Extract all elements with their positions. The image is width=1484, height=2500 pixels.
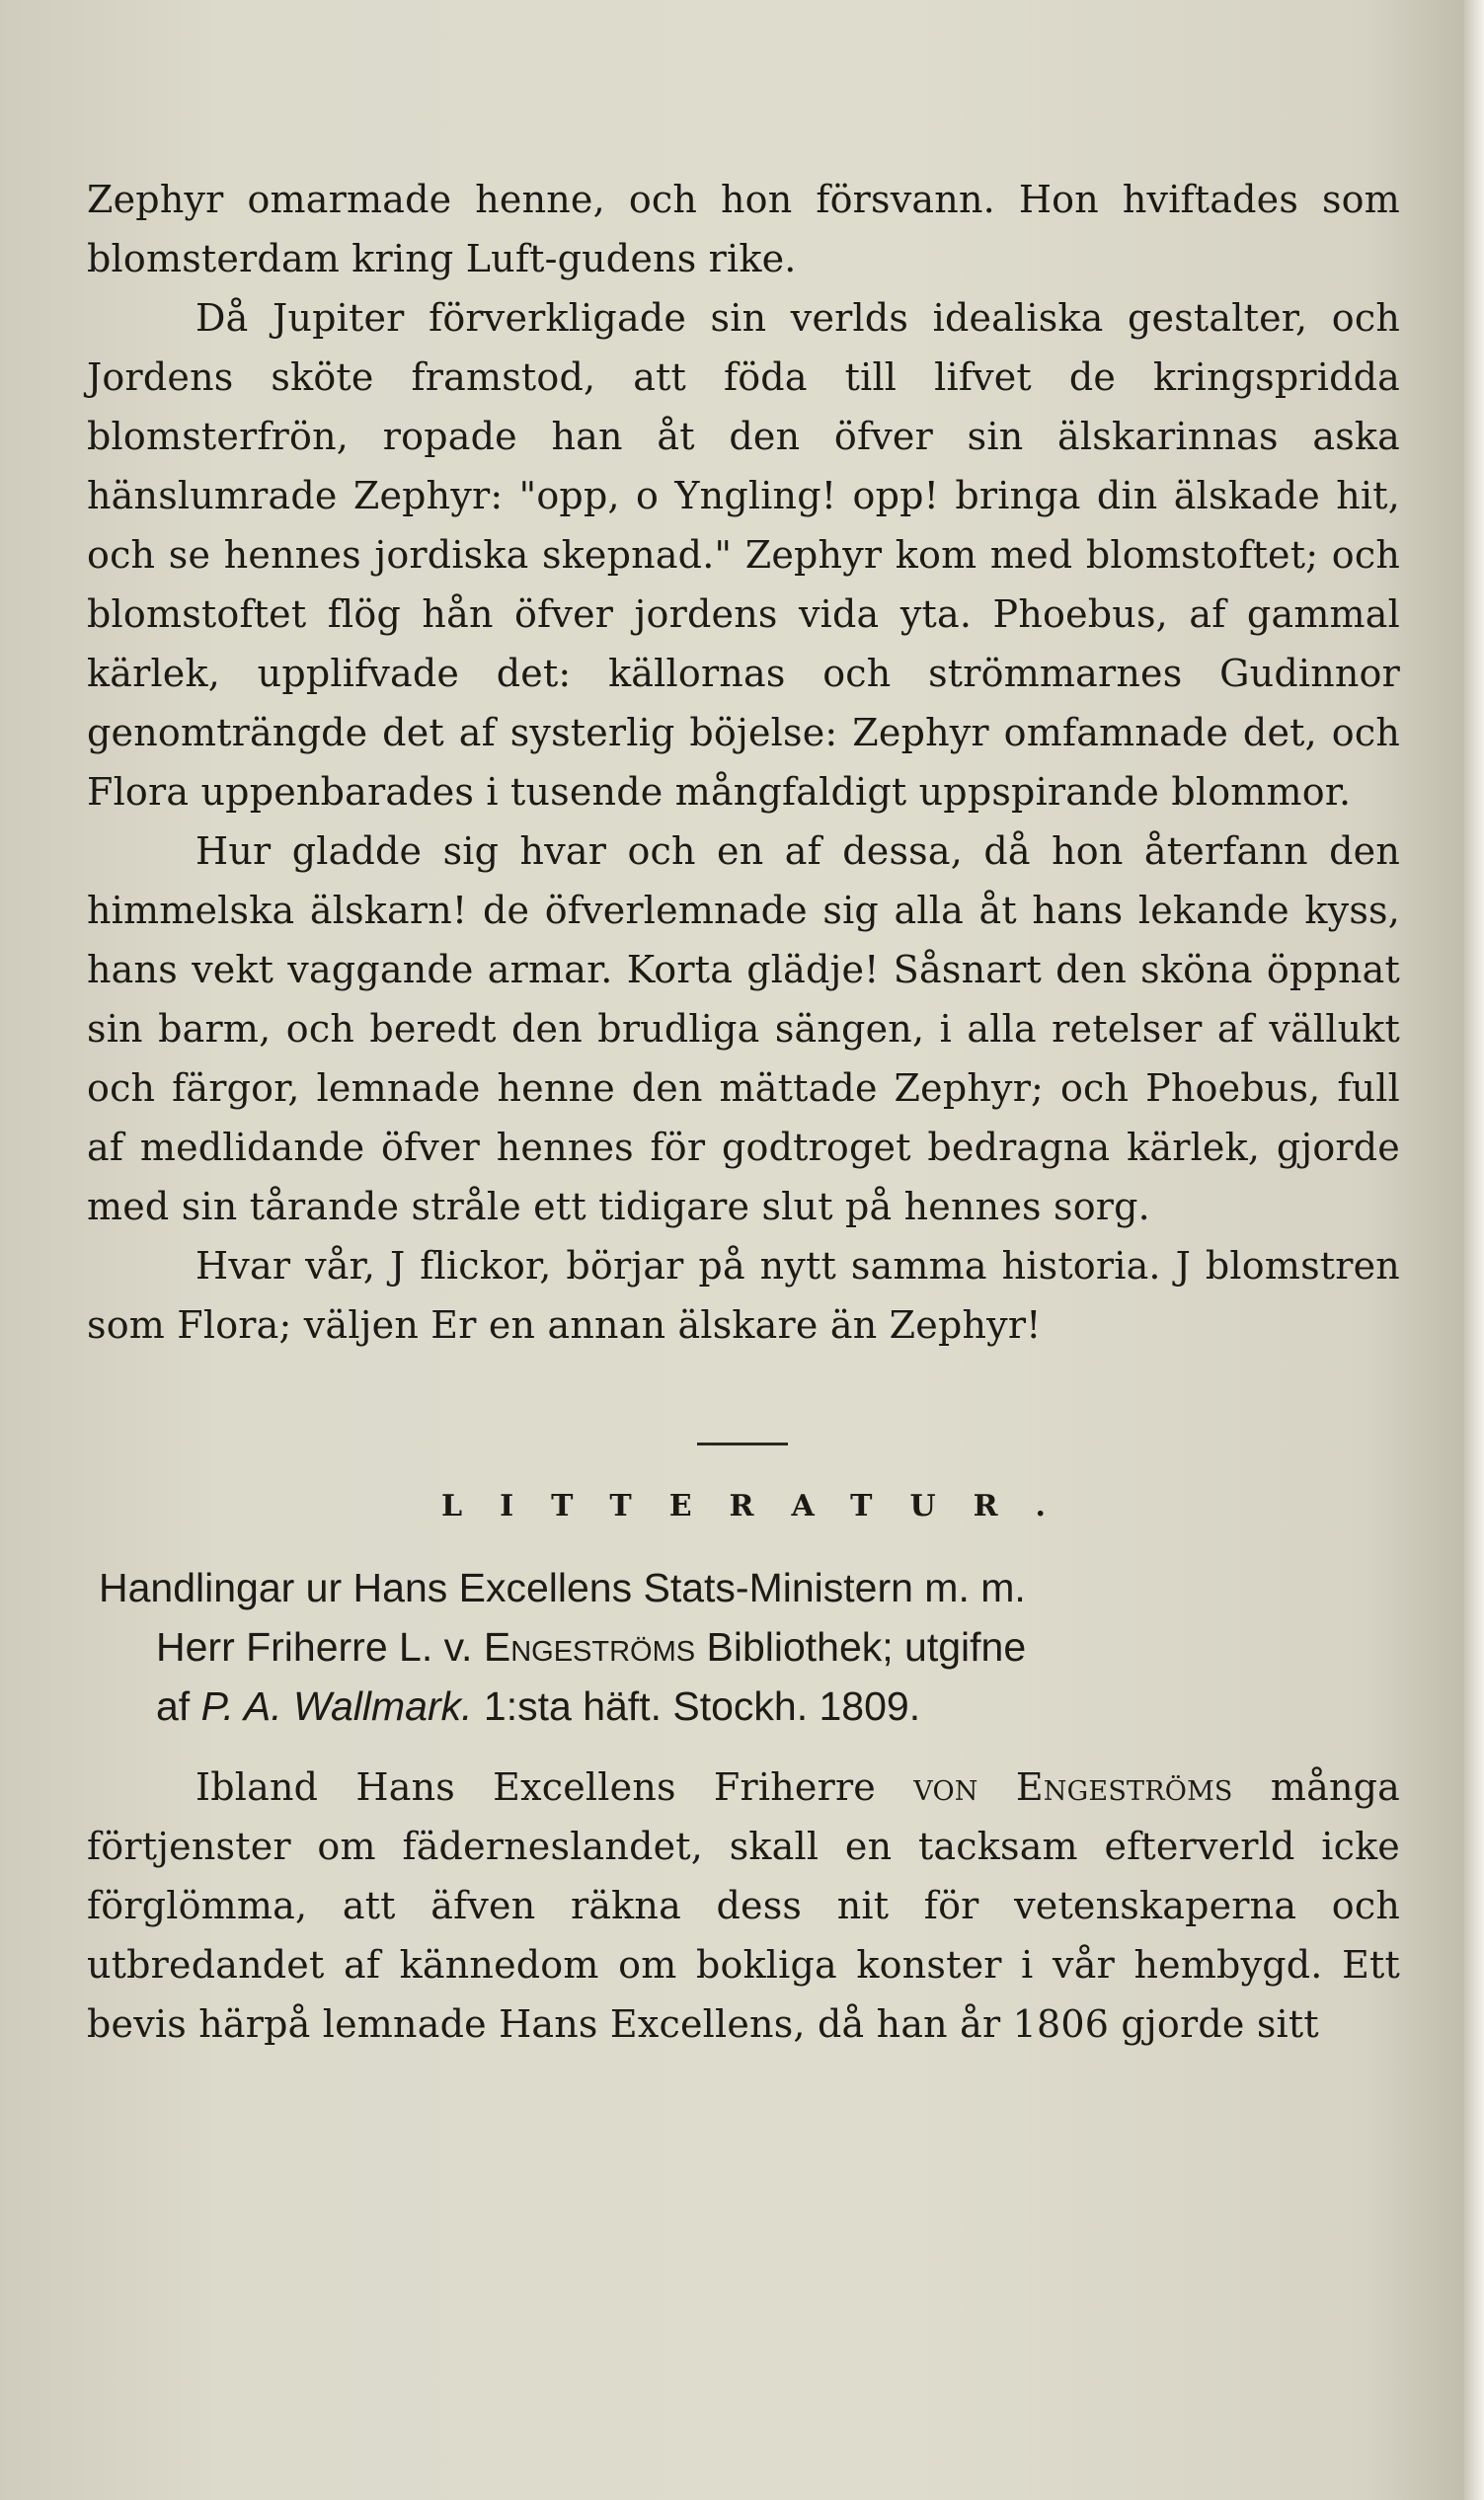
review-title bbox=[99, 1558, 1402, 1736]
title-line-2 bbox=[99, 1617, 1402, 1677]
paragraph-1: Zephyr omarmade henne, och hon försvann. Hon hviftades som blomsterdam kring Luft-gudens rike. bbox=[87, 178, 1400, 280]
paragraph-3: Hur gladde sig hvar och en af dessa, då hon återfann den himmelska älskarn! de öfverlemnade sig alla åt hans lekande kyss, hans vekt vaggande armar. Korta glädje! Såsnart den sköna öppnat sin barm, och beredt den brudliga sängen, i alla retelser af vällukt och färgor, lemnade henne den mättade Zephyr; och Phoebus, full af medlidande öfver hennes för godtroget bedragna kärlek, gjorde med sin tårande stråle ett tidigare slut på hennes sorg. bbox=[87, 829, 1400, 1228]
title-line-3-end: 1:sta häft. Stockh. 1809. bbox=[472, 1683, 921, 1729]
poem-prose-section bbox=[87, 170, 1400, 1355]
review-text-start: Ibland Hans Excellens Friherre bbox=[195, 1765, 914, 1809]
page-edge bbox=[1464, 0, 1484, 2500]
title-line-3 bbox=[99, 1677, 1402, 1736]
title-line-3-start: af bbox=[156, 1683, 201, 1729]
title-line-2-start: Herr Friherre L. v. bbox=[156, 1624, 484, 1670]
review-text-name: von Engeströms bbox=[913, 1765, 1233, 1809]
paragraph-4: Hvar vår, J flickor, börjar på nytt samma historia. J blomstren som Flora; väljen Er en annan älskare än Zephyr! bbox=[87, 1244, 1400, 1347]
title-line-1: Handlingar ur Hans Excellens Stats-Ministern m. m. bbox=[99, 1565, 1026, 1610]
title-line-2-end: Bibliothek; utgifne bbox=[695, 1624, 1027, 1670]
paragraph-2: Då Jupiter förverkligade sin verlds idealiska gestalter, och Jordens sköte framstod, att föda till lifvet de kringspridda blomsterfrön, ropade han åt den öfver sin älskarinnas aska hänslumrade Zephyr: "opp, o Yngling! opp! bringa din älskade hit, och se hennes jordiska skepnad." Zephyr kom med blomstoftet; och blomstoftet flög hån öfver jordens vida yta. Phoebus, af gammal kärlek, upplifvade det: källornas och strömmarnes Gudinnor genomträngde det af systerlig böjelse: Zephyr omfamnade det, och Flora uppenbarades i tusende mångfaldigt uppspirande blommor. bbox=[87, 296, 1400, 814]
section-heading: LITTERATUR. bbox=[440, 1489, 1083, 1523]
review-body bbox=[87, 1758, 1400, 2054]
review-paragraph bbox=[87, 1758, 1400, 2054]
review-text-rest: många förtjenster om fäderneslandet, skall en tacksam efterverld icke förglömma, att äfven räkna dess nit för vetenskaperna och utbredandet af kännedom om bokliga konster i vår hembygd. Ett bevis härpå lemnade Hans Excellens, då han år 1806 gjorde sitt bbox=[87, 1765, 1401, 2046]
title-line-3-author: P. A. Wallmark. bbox=[200, 1683, 473, 1729]
title-line-2-name: Engeströms bbox=[483, 1624, 696, 1670]
section-divider bbox=[697, 1443, 788, 1445]
